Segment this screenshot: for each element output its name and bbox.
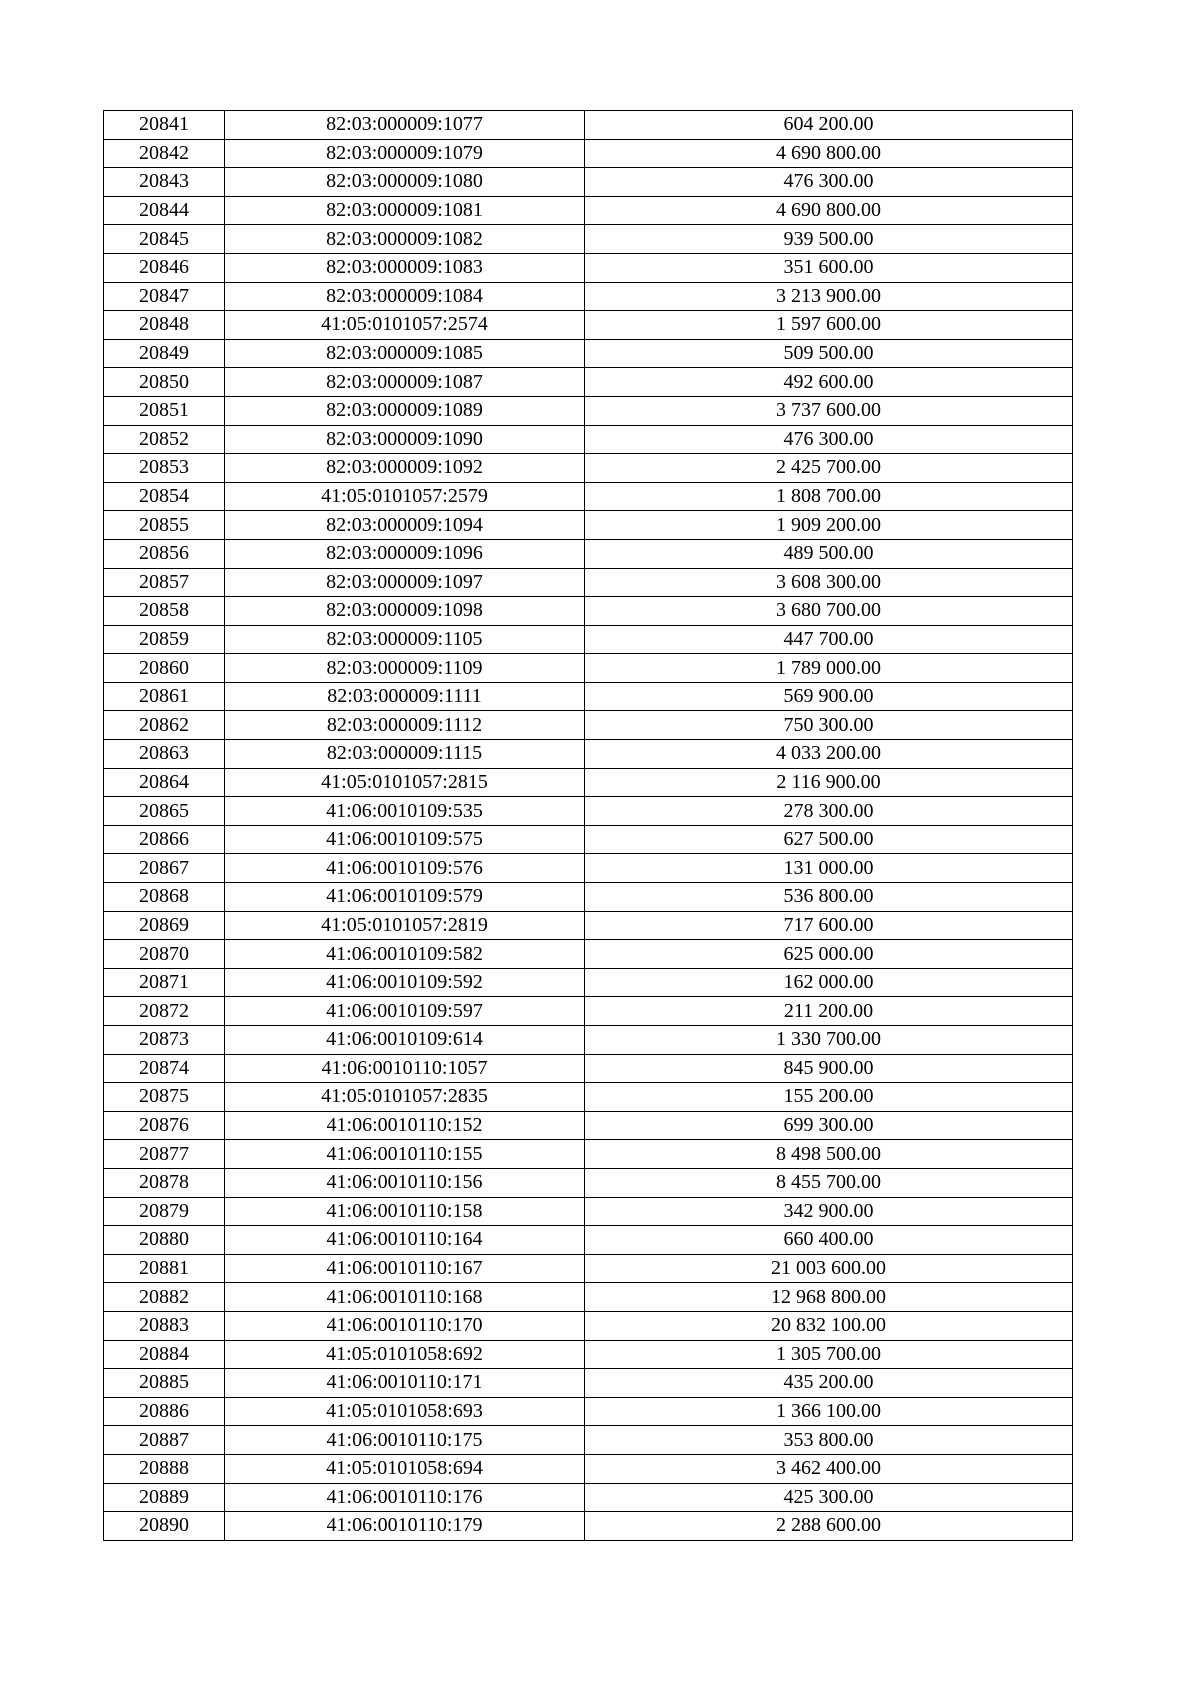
row-number-cell: 20886 xyxy=(104,1397,225,1426)
row-number-cell: 20875 xyxy=(104,1083,225,1112)
table-row xyxy=(104,1254,1073,1283)
row-number-cell: 20847 xyxy=(104,282,225,311)
table-row xyxy=(104,111,1073,140)
table-row xyxy=(104,940,1073,969)
row-number-cell: 20860 xyxy=(104,654,225,683)
row-number-cell: 20877 xyxy=(104,1140,225,1169)
table-row xyxy=(104,1111,1073,1140)
cadastral-value-cell: 2 288 600.00 xyxy=(585,1512,1073,1541)
cadastral-number-cell: 41:06:0010110:175 xyxy=(225,1426,585,1455)
cadastral-value-cell: 1 808 700.00 xyxy=(585,482,1073,511)
cadastral-value-cell: 3 608 300.00 xyxy=(585,568,1073,597)
table-row xyxy=(104,1369,1073,1398)
row-number-cell: 20841 xyxy=(104,111,225,140)
cadastral-number-cell: 41:06:0010110:158 xyxy=(225,1197,585,1226)
row-number-cell: 20857 xyxy=(104,568,225,597)
cadastral-number-cell: 41:06:0010110:164 xyxy=(225,1226,585,1255)
cadastral-number-cell: 41:06:0010110:156 xyxy=(225,1168,585,1197)
table-row xyxy=(104,883,1073,912)
cadastral-value-cell: 476 300.00 xyxy=(585,425,1073,454)
cadastral-value-cell: 1 366 100.00 xyxy=(585,1397,1073,1426)
cadastral-number-cell: 41:05:0101057:2574 xyxy=(225,311,585,340)
cadastral-number-cell: 41:06:0010110:179 xyxy=(225,1512,585,1541)
cadastral-number-cell: 41:06:0010109:579 xyxy=(225,883,585,912)
row-number-cell: 20885 xyxy=(104,1369,225,1398)
cadastral-value-cell: 155 200.00 xyxy=(585,1083,1073,1112)
row-number-cell: 20870 xyxy=(104,940,225,969)
cadastral-number-cell: 41:06:0010109:614 xyxy=(225,1026,585,1055)
table-row xyxy=(104,139,1073,168)
cadastral-number-cell: 41:06:0010110:171 xyxy=(225,1369,585,1398)
table-row xyxy=(104,1083,1073,1112)
table-row xyxy=(104,768,1073,797)
cadastral-value-cell: 492 600.00 xyxy=(585,368,1073,397)
row-number-cell: 20882 xyxy=(104,1283,225,1312)
row-number-cell: 20843 xyxy=(104,168,225,197)
row-number-cell: 20853 xyxy=(104,454,225,483)
row-number-cell: 20871 xyxy=(104,968,225,997)
cadastral-value-cell: 489 500.00 xyxy=(585,539,1073,568)
table-row xyxy=(104,1283,1073,1312)
row-number-cell: 20861 xyxy=(104,682,225,711)
row-number-cell: 20880 xyxy=(104,1226,225,1255)
row-number-cell: 20878 xyxy=(104,1168,225,1197)
cadastral-value-cell: 1 330 700.00 xyxy=(585,1026,1073,1055)
row-number-cell: 20862 xyxy=(104,711,225,740)
cadastral-value-cell: 20 832 100.00 xyxy=(585,1311,1073,1340)
cadastral-number-cell: 41:06:0010109:576 xyxy=(225,854,585,883)
table-row xyxy=(104,797,1073,826)
cadastral-number-cell: 82:03:000009:1077 xyxy=(225,111,585,140)
row-number-cell: 20864 xyxy=(104,768,225,797)
row-number-cell: 20890 xyxy=(104,1512,225,1541)
cadastral-number-cell: 41:06:0010109:535 xyxy=(225,797,585,826)
row-number-cell: 20881 xyxy=(104,1254,225,1283)
table-row xyxy=(104,597,1073,626)
table-row xyxy=(104,1168,1073,1197)
table-row xyxy=(104,625,1073,654)
row-number-cell: 20863 xyxy=(104,740,225,769)
cadastral-value-cell: 447 700.00 xyxy=(585,625,1073,654)
cadastral-value-cell: 1 305 700.00 xyxy=(585,1340,1073,1369)
cadastral-number-cell: 82:03:000009:1079 xyxy=(225,139,585,168)
row-number-cell: 20852 xyxy=(104,425,225,454)
cadastral-value-cell: 8 498 500.00 xyxy=(585,1140,1073,1169)
table-row xyxy=(104,482,1073,511)
table-row xyxy=(104,1483,1073,1512)
cadastral-value-cell: 342 900.00 xyxy=(585,1197,1073,1226)
row-number-cell: 20869 xyxy=(104,911,225,940)
table-row xyxy=(104,997,1073,1026)
table-row xyxy=(104,654,1073,683)
cadastral-value-table xyxy=(103,110,1073,1541)
cadastral-number-cell: 41:06:0010110:152 xyxy=(225,1111,585,1140)
row-number-cell: 20848 xyxy=(104,311,225,340)
table-row xyxy=(104,911,1073,940)
cadastral-value-cell: 750 300.00 xyxy=(585,711,1073,740)
cadastral-value-cell: 3 213 900.00 xyxy=(585,282,1073,311)
row-number-cell: 20888 xyxy=(104,1454,225,1483)
row-number-cell: 20876 xyxy=(104,1111,225,1140)
table-row xyxy=(104,825,1073,854)
cadastral-value-cell: 1 597 600.00 xyxy=(585,311,1073,340)
row-number-cell: 20858 xyxy=(104,597,225,626)
cadastral-value-cell: 625 000.00 xyxy=(585,940,1073,969)
cadastral-value-cell: 131 000.00 xyxy=(585,854,1073,883)
table-row xyxy=(104,168,1073,197)
table-row xyxy=(104,682,1073,711)
row-number-cell: 20883 xyxy=(104,1311,225,1340)
cadastral-value-cell: 569 900.00 xyxy=(585,682,1073,711)
row-number-cell: 20865 xyxy=(104,797,225,826)
cadastral-number-cell: 82:03:000009:1090 xyxy=(225,425,585,454)
cadastral-value-cell: 509 500.00 xyxy=(585,339,1073,368)
cadastral-number-cell: 41:06:0010109:575 xyxy=(225,825,585,854)
cadastral-value-cell: 2 425 700.00 xyxy=(585,454,1073,483)
cadastral-value-cell: 660 400.00 xyxy=(585,1226,1073,1255)
cadastral-value-cell: 278 300.00 xyxy=(585,797,1073,826)
cadastral-value-cell: 536 800.00 xyxy=(585,883,1073,912)
row-number-cell: 20889 xyxy=(104,1483,225,1512)
cadastral-number-cell: 82:03:000009:1083 xyxy=(225,253,585,282)
cadastral-number-cell: 82:03:000009:1111 xyxy=(225,682,585,711)
row-number-cell: 20842 xyxy=(104,139,225,168)
row-number-cell: 20851 xyxy=(104,396,225,425)
cadastral-value-cell: 211 200.00 xyxy=(585,997,1073,1026)
cadastral-value-cell: 435 200.00 xyxy=(585,1369,1073,1398)
table-row xyxy=(104,711,1073,740)
table-row xyxy=(104,1026,1073,1055)
row-number-cell: 20866 xyxy=(104,825,225,854)
row-number-cell: 20879 xyxy=(104,1197,225,1226)
cadastral-value-cell: 425 300.00 xyxy=(585,1483,1073,1512)
cadastral-number-cell: 41:05:0101057:2835 xyxy=(225,1083,585,1112)
table-row xyxy=(104,854,1073,883)
cadastral-value-cell: 627 500.00 xyxy=(585,825,1073,854)
table-row xyxy=(104,968,1073,997)
row-number-cell: 20855 xyxy=(104,511,225,540)
row-number-cell: 20874 xyxy=(104,1054,225,1083)
row-number-cell: 20873 xyxy=(104,1026,225,1055)
table-row xyxy=(104,196,1073,225)
table-row xyxy=(104,1340,1073,1369)
row-number-cell: 20887 xyxy=(104,1426,225,1455)
cadastral-value-cell: 4 033 200.00 xyxy=(585,740,1073,769)
cadastral-number-cell: 41:06:0010109:597 xyxy=(225,997,585,1026)
cadastral-number-cell: 41:06:0010110:155 xyxy=(225,1140,585,1169)
cadastral-number-cell: 82:03:000009:1097 xyxy=(225,568,585,597)
cadastral-number-cell: 41:06:0010110:170 xyxy=(225,1311,585,1340)
table-row xyxy=(104,511,1073,540)
cadastral-number-cell: 41:06:0010109:592 xyxy=(225,968,585,997)
cadastral-value-cell: 604 200.00 xyxy=(585,111,1073,140)
cadastral-value-cell: 699 300.00 xyxy=(585,1111,1073,1140)
cadastral-number-cell: 82:03:000009:1115 xyxy=(225,740,585,769)
cadastral-value-cell: 1 909 200.00 xyxy=(585,511,1073,540)
row-number-cell: 20867 xyxy=(104,854,225,883)
cadastral-number-cell: 82:03:000009:1085 xyxy=(225,339,585,368)
cadastral-number-cell: 82:03:000009:1112 xyxy=(225,711,585,740)
row-number-cell: 20856 xyxy=(104,539,225,568)
table-row xyxy=(104,539,1073,568)
table-row xyxy=(104,1454,1073,1483)
cadastral-number-cell: 82:03:000009:1109 xyxy=(225,654,585,683)
cadastral-number-cell: 82:03:000009:1098 xyxy=(225,597,585,626)
table-row xyxy=(104,1197,1073,1226)
table-row xyxy=(104,1512,1073,1541)
cadastral-value-cell: 3 680 700.00 xyxy=(585,597,1073,626)
cadastral-value-cell: 162 000.00 xyxy=(585,968,1073,997)
cadastral-value-cell: 476 300.00 xyxy=(585,168,1073,197)
table-row xyxy=(104,339,1073,368)
cadastral-number-cell: 41:05:0101058:693 xyxy=(225,1397,585,1426)
table-row xyxy=(104,740,1073,769)
row-number-cell: 20884 xyxy=(104,1340,225,1369)
table-row xyxy=(104,282,1073,311)
cadastral-value-cell: 845 900.00 xyxy=(585,1054,1073,1083)
table-row xyxy=(104,1311,1073,1340)
table-row xyxy=(104,425,1073,454)
cadastral-number-cell: 82:03:000009:1081 xyxy=(225,196,585,225)
cadastral-number-cell: 41:06:0010110:1057 xyxy=(225,1054,585,1083)
row-number-cell: 20846 xyxy=(104,253,225,282)
table-row xyxy=(104,1140,1073,1169)
cadastral-value-cell: 351 600.00 xyxy=(585,253,1073,282)
cadastral-number-cell: 82:03:000009:1096 xyxy=(225,539,585,568)
cadastral-number-cell: 82:03:000009:1105 xyxy=(225,625,585,654)
cadastral-number-cell: 82:03:000009:1092 xyxy=(225,454,585,483)
cadastral-number-cell: 41:06:0010110:176 xyxy=(225,1483,585,1512)
cadastral-value-cell: 353 800.00 xyxy=(585,1426,1073,1455)
row-number-cell: 20868 xyxy=(104,883,225,912)
cadastral-value-cell: 3 462 400.00 xyxy=(585,1454,1073,1483)
cadastral-value-cell: 4 690 800.00 xyxy=(585,139,1073,168)
table-row xyxy=(104,1426,1073,1455)
cadastral-value-cell: 21 003 600.00 xyxy=(585,1254,1073,1283)
cadastral-number-cell: 82:03:000009:1089 xyxy=(225,396,585,425)
cadastral-number-cell: 41:06:0010109:582 xyxy=(225,940,585,969)
table-row xyxy=(104,368,1073,397)
cadastral-number-cell: 41:05:0101058:694 xyxy=(225,1454,585,1483)
table-row xyxy=(104,311,1073,340)
cadastral-number-cell: 41:05:0101057:2579 xyxy=(225,482,585,511)
cadastral-number-cell: 41:06:0010110:167 xyxy=(225,1254,585,1283)
row-number-cell: 20854 xyxy=(104,482,225,511)
table-body xyxy=(104,111,1073,1541)
row-number-cell: 20872 xyxy=(104,997,225,1026)
table-row xyxy=(104,568,1073,597)
cadastral-value-cell: 1 789 000.00 xyxy=(585,654,1073,683)
row-number-cell: 20849 xyxy=(104,339,225,368)
row-number-cell: 20844 xyxy=(104,196,225,225)
table-row xyxy=(104,225,1073,254)
table-row xyxy=(104,253,1073,282)
table-row xyxy=(104,1397,1073,1426)
cadastral-number-cell: 41:05:0101057:2819 xyxy=(225,911,585,940)
cadastral-number-cell: 41:05:0101057:2815 xyxy=(225,768,585,797)
row-number-cell: 20850 xyxy=(104,368,225,397)
table-row xyxy=(104,1054,1073,1083)
row-number-cell: 20845 xyxy=(104,225,225,254)
cadastral-number-cell: 41:05:0101058:692 xyxy=(225,1340,585,1369)
cadastral-number-cell: 82:03:000009:1080 xyxy=(225,168,585,197)
table-row xyxy=(104,1226,1073,1255)
table-row xyxy=(104,454,1073,483)
table-row xyxy=(104,396,1073,425)
row-number-cell: 20859 xyxy=(104,625,225,654)
cadastral-value-cell: 4 690 800.00 xyxy=(585,196,1073,225)
cadastral-value-cell: 8 455 700.00 xyxy=(585,1168,1073,1197)
cadastral-value-cell: 717 600.00 xyxy=(585,911,1073,940)
cadastral-value-cell: 939 500.00 xyxy=(585,225,1073,254)
cadastral-value-cell: 3 737 600.00 xyxy=(585,396,1073,425)
cadastral-number-cell: 41:06:0010110:168 xyxy=(225,1283,585,1312)
cadastral-value-cell: 2 116 900.00 xyxy=(585,768,1073,797)
cadastral-number-cell: 82:03:000009:1087 xyxy=(225,368,585,397)
cadastral-number-cell: 82:03:000009:1094 xyxy=(225,511,585,540)
cadastral-number-cell: 82:03:000009:1084 xyxy=(225,282,585,311)
cadastral-number-cell: 82:03:000009:1082 xyxy=(225,225,585,254)
cadastral-value-cell: 12 968 800.00 xyxy=(585,1283,1073,1312)
